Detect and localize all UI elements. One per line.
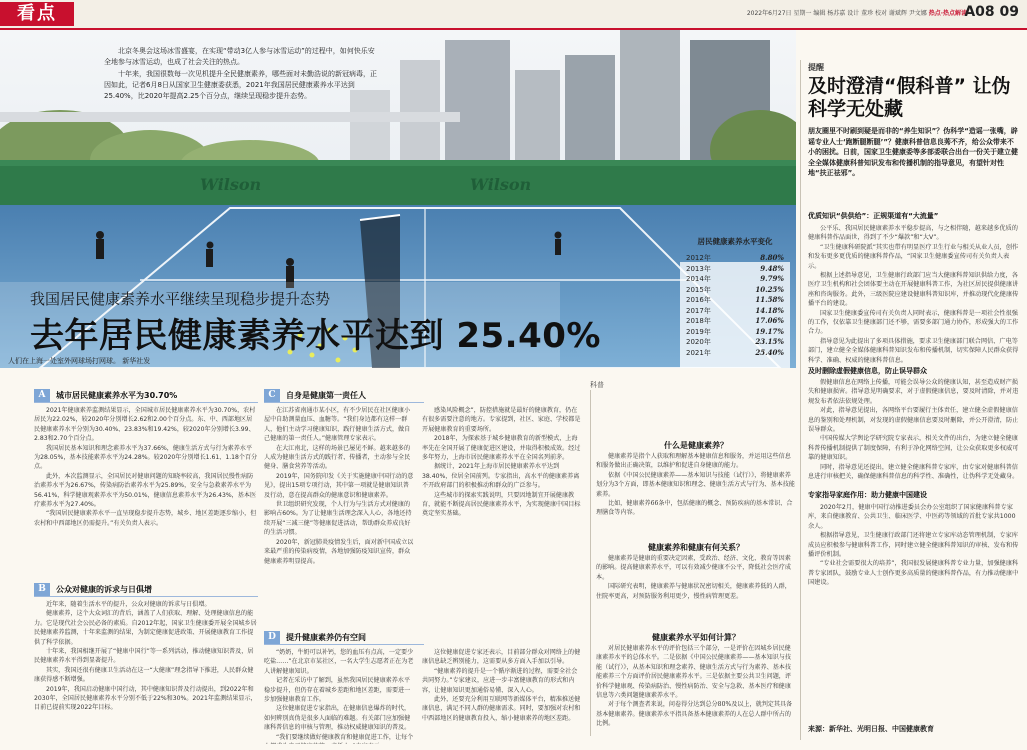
stat-year: 2019年 bbox=[686, 327, 711, 336]
section-c-rule bbox=[264, 402, 424, 403]
paragraph: 近年来，随着生活水平的提升，公众对健康的诉求与日俱增。 bbox=[46, 601, 211, 608]
section-b-rule bbox=[34, 596, 258, 597]
section-a-text bbox=[34, 406, 258, 578]
paragraph: 2018年，为探索基于城乡健康教育的新型模式，上海率先在全国开展了健康促进区建设，并取得积极成效。经过多年努力，上海市居民健康素养水平在全国名列前茅。 bbox=[422, 435, 581, 462]
stat-year: 2015年 bbox=[686, 285, 711, 294]
paragraph: 对此，指导意见提出，各网络平台要履行主体责任，建立健全虚假健康信息的鉴别和处理机制，对发现的虚假健康信息要及时删除，并公开澄清，防止误导群众。 bbox=[808, 407, 1019, 434]
stats-title: 居民健康素养水平变化 bbox=[697, 237, 773, 246]
right-intro: 朋友圈里不时刷到疑是而非的“养生知识”？伪科学“造谣一张嘴，辟谣专业人士‘跑断腿断腿’”？健康科普信息良莠不齐，给公众带来不小的困扰。日前，国家卫生健康委等多部委联合出台一份关于建立健全全媒体健康科普知识发布和传播机制的指导意见，有望针对性地“扶正祛邪”。 bbox=[808, 127, 1018, 177]
right-title: 及时澄清“假科普” 让伪科学无处藏 bbox=[808, 75, 1011, 120]
stat-row bbox=[680, 264, 790, 275]
photo-caption: 人们在上海一处室外网球场打网球。 新华社发 bbox=[8, 357, 151, 365]
section-b-head bbox=[34, 582, 152, 596]
stat-value: 10.25% bbox=[755, 284, 784, 294]
paragraph: 健康素养是指个人获取和理解基本健康信息和服务，并运用这些信息和服务做出正确决策，以维护和促进自身健康的能力。 bbox=[596, 453, 791, 470]
paragraph: 健康素养是健康的重要决定因素，受政治、经济、文化、教育等因素的影响。提高健康素养水平，可以有效减少健康不公平，降低社会医疗成本。 bbox=[596, 555, 791, 581]
paragraph: “我国居民健康素养水平一直呈现稳步提升态势，城乡、地区差距逐步缩小，但农村和中西部地区仍需提升。”有关负责人表示。 bbox=[34, 510, 257, 527]
svg-text:Wilson: Wilson bbox=[470, 175, 532, 194]
paragraph: 2019年，国务院印发《关于实施健康中国行动的意见》，提出15项专项行动，其中第一项就是健康知识普及行动，意在提高群众的健康意识和健康素养。 bbox=[264, 472, 414, 499]
right-sec2-title: 及时删除虚假健康信息，防止误导群众 bbox=[808, 367, 927, 375]
stat-year: 2017年 bbox=[686, 306, 711, 315]
paragraph: 根据上述指导意见，卫生健康行政部门应当大健康科普知识供给力度，各医疗卫生机构和社会团体要主动在开展健康科普工作，为社区居民提供健康讲座和咨询服务。此外，三级医院应建设健康科普知识库，并推动现代化健康传播平台的建设。 bbox=[808, 272, 1019, 308]
stat-row bbox=[680, 316, 790, 327]
stat-row bbox=[680, 306, 790, 317]
paragraph: 公平乐、我国居民健康素养水平稳步提高，与之相伴随，越来越多优质的健康科普作品面世，得到了不少“爆款”和“大V”。 bbox=[808, 225, 1018, 242]
lead-p1: 北京冬奥会这场冰雪盛宴，在实现“带动3亿人参与冰雪运动”的过程中，如何快乐安全地参与冰雪运动，也成了社会关注的热点。 bbox=[104, 47, 375, 66]
page-number: A08 09 bbox=[964, 4, 1019, 20]
section-a-rule bbox=[34, 402, 258, 403]
section-d-head bbox=[264, 630, 366, 644]
kepu-q3: 健康素养水平如何计算？ bbox=[652, 633, 740, 642]
section-a-head bbox=[34, 388, 177, 402]
sub-headline: 我国居民健康素养水平继续呈现稳步提升态势 bbox=[30, 290, 331, 308]
paragraph: 这位健康促进专家指出，在健康信息爆炸的时代，如何辨别真伪是很多人面临的难题。有关部门应加强健康科普信息的审核与管理，推动权威健康知识的普及。 bbox=[264, 705, 411, 732]
stat-year: 2016年 bbox=[686, 296, 711, 304]
paragraph: 记者在采访中了解到，虽然我国居民健康素养水平稳步提升，但仍存在着城乡差距和地区差距，需要进一步加强健康教育工作。 bbox=[264, 677, 411, 704]
kepu-q3-text bbox=[596, 644, 796, 740]
paragraph: 在大江南北，这样的场景已屡见不鲜。越来越多的人成为健康生活方式的践行者、传播者，主动参与全民健身、膳食营养等活动。 bbox=[264, 444, 411, 471]
paragraph: “专业社会需要很大的培养”，我国很发展健康科普专业力量，加强健康科普专家团队，鼓励专业人士创作更多高质量的健康科普作品，有力推动健康中国建设。 bbox=[808, 560, 1019, 587]
right-sec2-text bbox=[808, 378, 1020, 488]
paragraph: 比如，健康素养66条中，包括健康的概念、预防疾病的基本常识、合理膳食等内容。 bbox=[596, 500, 793, 517]
stat-value: 23.15% bbox=[755, 337, 784, 346]
stat-row bbox=[680, 337, 790, 348]
section-d-badge: D bbox=[264, 631, 280, 644]
section-logo: 看点 bbox=[0, 2, 74, 26]
right-sec1-title: 优质知识“供供给”：正规渠道有“大流量” bbox=[808, 212, 939, 220]
paragraph: 对于每个测查者来说，问卷得分达到总分80%及以上，就判定其具备基本健康素养。健康素养水平指具备基本健康素养的人在总人群中所占的比例。 bbox=[596, 701, 793, 728]
stat-value: 9.48% bbox=[760, 263, 784, 273]
stat-year: 2020年 bbox=[686, 338, 711, 346]
kepu-q2-text bbox=[596, 554, 796, 630]
stat-row bbox=[680, 253, 790, 264]
section-d-text-cont bbox=[422, 648, 582, 744]
kepu-label: 科普 bbox=[590, 380, 608, 390]
paragraph: 指导意见为此提出了多项具体措施，要求卫生健康部门联合网信、广电等部门，建立健全全媒体健康科普知识发布和传播机制，切实保障人民群众获得科学、准确、权威的健康科普信息。 bbox=[808, 337, 1019, 364]
svg-text:Wilson: Wilson bbox=[200, 175, 262, 194]
paragraph: “奶奶，牛奶可以补钙，您的血压有点高，一定要少吃盐……”在北京市某社区，一名大学生志愿者正在为老人讲解健康知识。 bbox=[264, 649, 414, 675]
paragraph: “我们要继续做好健康教育和健康促进工作，让每个 bbox=[276, 733, 414, 741]
paragraph: 国家卫生健康委宣传司有关负责人同时表示，健康科普是一项社会性很强的工作，仅依靠卫生健康部门还不够，需要多部门通力协作，形成强大的工作合力。 bbox=[808, 309, 1019, 336]
paragraph: 此外，本次监测显示，全国居民对健康问题的知晓率较高，我国居民慢性病防治素养水平为26.67%，传染病防治素养水平为25.89%，安全与急救素养水平为56.41%，科学健康观素养水平为50.01%，健康信息素养水平为26.43%，基本医疗素养水平为27.40%。 bbox=[34, 472, 257, 509]
paragraph: 十年来，我国相继开展了“健康中国行”等一系列活动，推动健康知识普及，居民健康素养水平得到显著提升。 bbox=[34, 648, 254, 665]
paragraph: “卫生健康科研院派”其实也带有明显医疗卫生行业与相关从业人员，创作和发布更多更优质的健康科普作品，“国家卫生健康委宣传司有关负责人表示。 bbox=[808, 243, 1019, 270]
paragraph: 2020年2月，健康中国行动推进委员会办公室组织了国家健康科普专家库，来自健康教育、公共卫生、临床医学、中医药等领域的首批专家共1000余人。 bbox=[808, 504, 1016, 530]
section-d-title: 提升健康素养仍有空间 bbox=[286, 632, 366, 642]
section-a-title: 城市居民健康素养水平为30.70% bbox=[56, 390, 178, 400]
section-c-text bbox=[264, 406, 414, 618]
section-c-title: 自身是健康第一责任人 bbox=[286, 390, 366, 400]
stat-year: 2013年 bbox=[686, 264, 711, 273]
paragraph: 2019年，我国启动健康中国行动，其中健康知识普及行动提出，到2022年和2030年，全国居民健康素养水平分别不低于22%和30%。2021年监测结果显示，目前已提前实现2022年目标。 bbox=[34, 685, 257, 712]
stat-year: 2021年 bbox=[686, 348, 711, 357]
paragraph: 国际研究表明，健康素养与健康状况密切相关，健康素养低的人群，住院率更高，对预防服务利用更少，慢性病管理更差。 bbox=[596, 583, 791, 600]
paragraph: 据统计，2021年上海市居民健康素养水平达到38.40%，位居全国前列。专家指出，高水平的健康素养离不开政府部门的积极推动和群众的广泛参与。 bbox=[422, 463, 580, 490]
meta-text: 2022年6月27日 星期一 编辑 杨苏嘉 设计 董珍 校对 谢斌辉 尹文娜 bbox=[746, 10, 927, 17]
lead-p2: 十年来，我国很数每一次见机提升全民健康素养，哪些面对未勤浩说的新冠病毒，正因如此，记者6月8日从国家卫生健康委获悉，2021年我国居民健康素养水平达到25.40%，比2020年提高2.25个百分点，继续呈现稳步提升态势。 bbox=[104, 70, 377, 100]
right-source: 来源：新华社、光明日报、中国健康教育 bbox=[808, 725, 934, 733]
stat-row bbox=[680, 285, 790, 296]
right-kicker: 提醒 bbox=[808, 63, 824, 72]
section-a-badge: A bbox=[34, 389, 50, 402]
stat-row bbox=[680, 348, 790, 359]
section-c-badge: C bbox=[264, 389, 280, 402]
section-b-title: 公众对健康的诉求与日俱增 bbox=[56, 584, 152, 594]
paragraph: 这位健康促进专家还表示，目前部分群众对网络上的健康信息缺乏辨别能力，这需要从多方面入手加以引导。 bbox=[422, 649, 581, 666]
paragraph: 2020年，新冠肺炎疫情发生后，面对新中国成立以来最严重的传染病疫情，各地加强防疫知识宣传，群众健康素养明显提高。 bbox=[264, 538, 414, 565]
paragraph: 此外，还要充分利用互联网等新媒体平台，精准推送健康信息，满足不同人群的健康需求。同时，要加强对农村和中西部地区的健康教育投入，缩小健康素养的地区差距。 bbox=[422, 696, 581, 722]
page-header bbox=[0, 0, 1027, 30]
paragraph: 2021年健康素养监测结果显示，全国城市居民健康素养水平为30.70%，农村居民为22.02%，较2020年分别增长2.62和2.00个百分点。东、中、西部地区居民健康素养水平分别为30.40%、23.83%和19.42%，较2020年分别增长3.99、2.83和2.70个百分点。 bbox=[34, 407, 256, 443]
stat-value: 25.40% bbox=[755, 347, 784, 357]
right-sec3-text bbox=[808, 503, 1020, 719]
section-d-text bbox=[264, 648, 414, 744]
kepu-q1-text bbox=[596, 452, 796, 540]
kepu-q1: 什么是健康素养？ bbox=[664, 441, 728, 450]
paragraph: 感染风险概念”，防控措施就是最好的健康教育，仍在有很多需要注意的地方。专家提到，社区、家庭、学校都是开展健康教育的重要场所。 bbox=[422, 407, 581, 433]
stat-year: 2012年 bbox=[686, 254, 711, 262]
kepu-q2: 健康素养和健康有何关系？ bbox=[648, 543, 744, 552]
paragraph: 其实，我国还很有健康卫生活动在这一“大健康”理念指导下推进，人民群众健康获得感不断增强。 bbox=[34, 666, 254, 684]
paragraph: 依据《中国公民健康素养——基本知识与技能（试行）》，将健康素养划分为3个方面，即基本健康知识和理念、健康生活方式与行为、基本技能素养。 bbox=[596, 471, 795, 498]
page-meta bbox=[747, 8, 967, 17]
stat-row bbox=[680, 274, 790, 285]
section-b-badge: B bbox=[34, 583, 50, 596]
stat-value: 19.17% bbox=[755, 326, 784, 336]
section-b-text bbox=[34, 600, 258, 744]
stat-value: 17.06% bbox=[755, 316, 784, 325]
stat-rows bbox=[680, 253, 790, 358]
paragraph: 我国居民基本知识和理念素养水平为37.66%，健康生活方式与行为素养水平为28.05%，基本技能素养水平为24.28%。较2020年分别增长1.61、1.18个百分点。 bbox=[34, 444, 258, 471]
paragraph: “健康素养的提升是一个循序渐进的过程，需要全社会共同努力。”专家建议，应进一步丰富健康教育的形式和内容，让健康知识更加通俗易懂、深入人心。 bbox=[422, 667, 578, 694]
stat-value: 9.79% bbox=[760, 274, 784, 283]
paragraph: 健康素养，这个大众词汇的背后，涵盖了人们获取、理解、处理健康信息的能力。它是现代社会公民必备的素质。自2012年起，国家卫生健康委开展全国城乡居民健康素养监测，十年来监测的结果，为制定健康促进政策、开展健康教育工作提供了科学依据。 bbox=[34, 610, 257, 646]
right-sec1-text bbox=[808, 224, 1020, 364]
paragraph: 同时，指导意见还提出，建立健全健康科普专家库，由专家对健康科普信息进行审核把关，确保健康科普信息的科学性、准确性，让伪科学无处藏身。 bbox=[808, 463, 1019, 481]
health-literacy-table bbox=[680, 236, 790, 358]
paragraph: 在江苏省南通市某小区，有不少居民在社区健康小屋中自助测量血压、血糖等。“我们身边都有这样一群人，他们主动学习健康知识，践行健康生活方式，做自己健康的第一责任人。”健康管理专家表示。 bbox=[264, 407, 411, 443]
stat-value: 8.80% bbox=[760, 253, 784, 262]
stat-year: 2014年 bbox=[686, 275, 711, 283]
editor-tag: 热点·热点解读 bbox=[928, 10, 967, 17]
main-headline: 去年居民健康素养水平达到 25.40% bbox=[30, 316, 601, 356]
stat-row bbox=[680, 327, 790, 338]
section-d-rule bbox=[264, 644, 424, 645]
lead-paragraphs bbox=[104, 46, 380, 103]
stat-year: 2018年 bbox=[686, 317, 711, 325]
right-sec3-title: 专家指导家庭作用：助力健康中国建设 bbox=[808, 491, 927, 499]
paragraph: 世卫组织研究发现，个人行为与生活方式对健康的影响占60%。为了让健康生活理念深入人心，各地还持续开展“三减三健”等健康促进活动，帮助群众养成良好的生活习惯。 bbox=[264, 501, 412, 537]
paragraph: 中国传媒大学舆论学研究院专家表示，相关文件的出台，为建立健全健康科普传播机制提供了制度保障，有利于净化网络空间，让公众获取更多权威可靠的健康知识。 bbox=[808, 435, 1019, 462]
paragraph: 这些城市的探索实践说明，只要因地制宜开展健康教育，就能不断提高居民健康素养水平，为实现健康中国目标奠定坚实基础。 bbox=[422, 491, 581, 518]
paragraph: 假健康信息在网络上传播，可能会误导公众的健康认知，甚至造成财产损失和健康损害。指导意见明确要求，对于虚假健康信息，要及时清除，并对违规发布者依法依规处理。 bbox=[808, 379, 1019, 405]
paragraph: 对居民健康素养水平的评价包括三个部分，一是评价在因城乡居民健康素养水平的总体水平。二是依据《中国公民健康素养——基本知识与技能（试行）》，从基本知识和理念素养、健康生活方式与行为素养、基本技能素养三个方面评价居民健康素养水平。三是依据主要公共卫生问题，评价科学健康观、传染病防治、慢性病防治、安全与急救、基本医疗和健康信息等六类问题健康素养水平。 bbox=[596, 645, 791, 700]
section-c-head bbox=[264, 388, 366, 402]
stat-value: 14.18% bbox=[755, 305, 784, 315]
stat-value: 11.58% bbox=[755, 295, 784, 304]
section-c-text-cont bbox=[422, 406, 582, 618]
paragraph: 根据指导意见，卫生健康行政部门还将建立专家库动态管理机制，专家库成员应积极参与健康科普工作，同时建立健全健康科普知识的审核、发布和传播评价机制。 bbox=[808, 532, 1019, 559]
stat-row bbox=[680, 295, 790, 306]
